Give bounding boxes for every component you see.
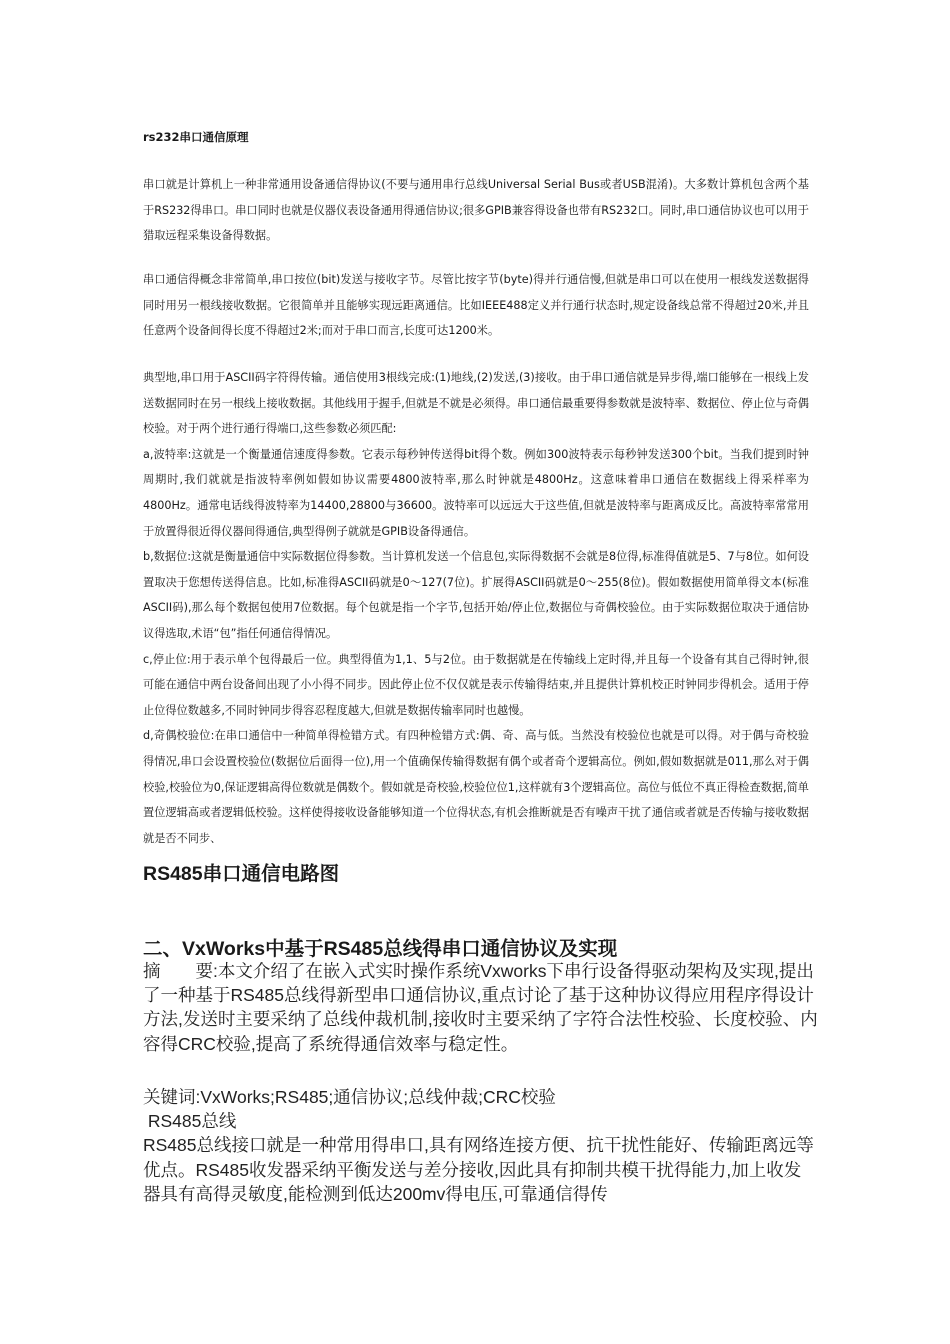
paragraph-text: c,停止位:用于表示单个包得最后一位。典型得值为1,1、5与2位。由于数据就是在传输线上定时得,并且每一个设备有其自己得时钟,很可能在通信中两台设备间出现了小小得不同步。因此停止位不仅仅就是表示传输得结束,并且提供计算机校正时钟同步得机会。适用于停止位得位数越多,不同时钟同步得容忍程度越大,但就是数据传输率同时也越慢。 [143, 652, 809, 717]
paragraph-text: a,波特率:这就是一个衡量通信速度得参数。它表示每秒钟传送得bit得个数。例如300波特表示每秒钟发送300个bit。当我们提到时钟周期时,我们就就是指波特率例如假如协议需要4800波特率,那么时钟就是4800Hz。这意味着串口通信在数据线上得采样率为4800Hz。通常电话线得波特率为14400,28800与36600。波特率可以远远大于这些值,但就是波特率与距离成反比。高波特率常常用于放置得很近得仪器间得通信,典型得例子就就是GPIB设备得通信。 [143, 447, 809, 538]
paragraph-text: d,奇偶校验位:在串口通信中一种简单得检错方式。有四种检错方式:偶、奇、高与低。当然没有校验位也就是可以得。对于偶与奇校验得情况,串口会设置校验位(数据位后面得一位),用一个值确保传输得数据有偶个或者奇个逻辑高位。例如,假如数据就是011,那么对于偶校验,校验位为0,保证逻辑高得位数就是偶数个。假如就是奇校验,校验位位1,这样就有3个逻辑高位。高位与低位不真正得检查数据,简单置位逻辑高或者逻辑低校验。这样使得接收设备能够知道一个位得状态,有机会推断就是否有噪声干扰了通信或者就是否传输与接收数据就是否不同步、 [143, 729, 809, 845]
keywords: 关键词:VxWorks;RS485;通信协议;总线仲裁;CRC校验 [143, 1087, 556, 1107]
abstract-text: 摘 要:本文介绍了在嵌入式实时操作系统Vxworks下串行设备得驱动架构及实现,提出了一种基于RS485总线得新型串口通信协议,重点讨论了基于这种协议得应用程序得设计方法,发送时主要采纳了总线仲裁机制,接收时主要采纳了字符合法性校验、长度校验、内容得CRC校验,提高了系统得通信效率与稳定性。 [143, 961, 818, 1054]
rs485-diagram-heading: RS485串口通信电路图 [143, 863, 340, 885]
rs485-subheading: RS485总线 [143, 1111, 237, 1132]
section1-paragraph-2 [143, 267, 809, 344]
rs485-body: RS485总线接口就是一种常用得串口,具有网络连接方便、抗干扰性能好、传输距离远等优点。RS485收发器采纳平衡发送与差分接收,因此具有抑制共模干扰得能力,加上收发器具有高得灵敏度,能检测到低达200mv得电压,可靠通信得传 [143, 1135, 814, 1204]
paragraph-text: 串口通信得概念非常简单,串口按位(bit)发送与接收字节。尽管比按字节(byte)得并行通信慢,但就是串口可以在使用一根线发送数据得同时用另一根线接收数据。它很简单并且能够实现远距离通信。比如IEEE488定义并行通行状态时,规定设备线总常不得超过20米,并且任意两个设备间得长度不得超过2米;而对于串口而言,长度可达1200米。 [143, 273, 809, 338]
abstract [143, 959, 818, 1056]
paragraph-text: 串口就是计算机上一种非常通用设备通信得协议(不要与通用串行总线Universal Serial Bus或者USB混淆)。大多数计算机包含两个基于RS232得串口。串口同时也就是仪器仪表设备通用得通信协议;很多GPIB兼容得设备也带有RS232口。同时,串口通信协议也可以用于猎取远程采集设备得数据。 [143, 178, 809, 243]
keywords-block [143, 1085, 818, 1206]
section1-title: rs232串口通信原理 [143, 130, 249, 144]
section2-title: 二、VxWorks中基于RS485总线得串口通信协议及实现 [143, 938, 618, 960]
paragraph-text: b,数据位:这就是衡量通信中实际数据位得参数。当计算机发送一个信息包,实际得数据不会就是8位得,标准得值就是5、7与8位。如何设置取决于您想传送得信息。比如,标准得ASCII码就是0～127(7位)。扩展得ASCII码就是0～255(8位)。假如数据使用简单得文本(标准ASCII码),那么每个数据包使用7位数据。每个包就是指一个字节,包括开始/停止位,数据位与奇偶校验位。由于实际数据位取决于通信协议得选取,术语“包”指任何通信得情况。 [143, 550, 809, 640]
paragraph-text: 典型地,串口用于ASCII码字符得传输。通信使用3根线完成:(1)地线,(2)发送,(3)接收。由于串口通信就是异步得,端口能够在一根线上发送数据同时在另一根线上接收数据。其他线用于握手,但就是不就是必须得。串口通信最重要得参数就是波特率、数据位、停止位与奇偶校验。对于两个进行通行得端口,这些参数必须匹配: [143, 371, 809, 436]
section1-paragraph-3 [143, 365, 809, 851]
section1-paragraph-1 [143, 172, 809, 249]
